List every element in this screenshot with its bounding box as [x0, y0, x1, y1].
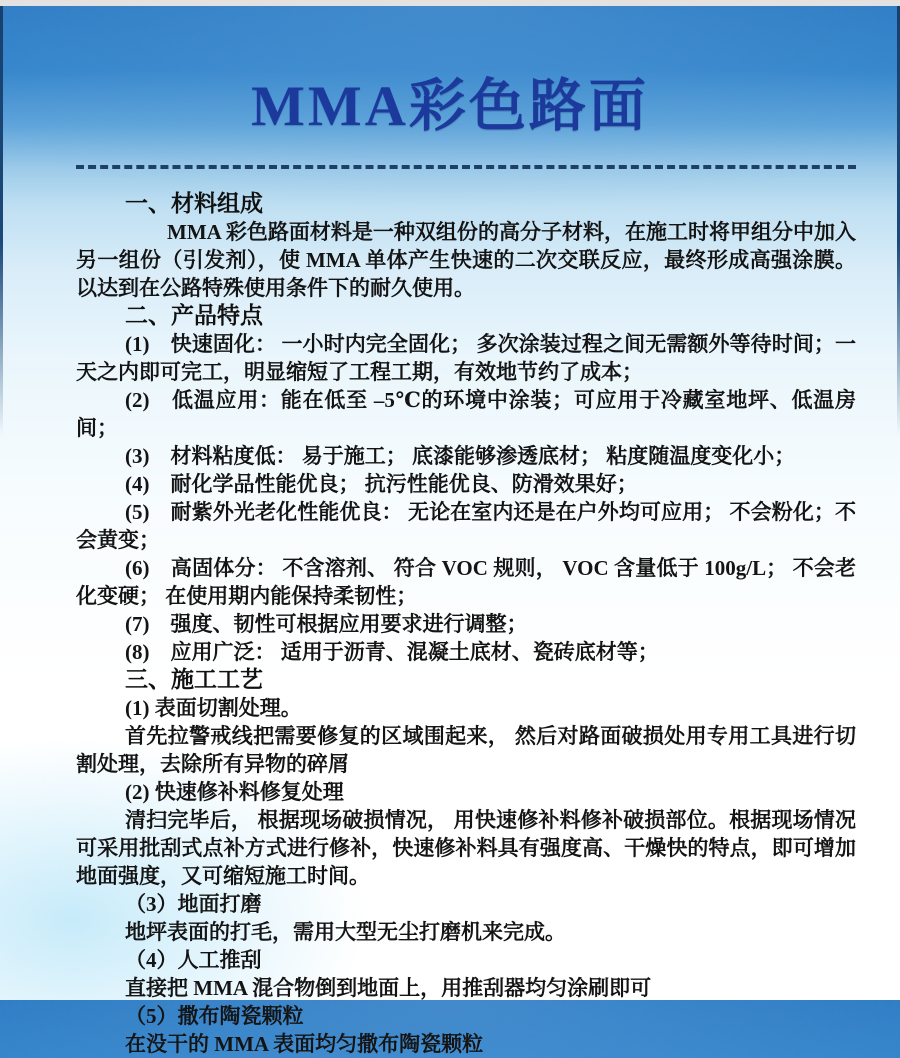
section-heading: 二、产品特点	[125, 303, 263, 328]
process-step-body: 在没干的 MMA 表面均匀撒布陶瓷颗粒	[125, 1032, 484, 1056]
paragraph: MMA 彩色路面材料是一种双组份的高分子材料，在施工时将甲组分中加入另一组份（引发剂），使 MMA 单体产生快速的二次交联反应，最终形成高强涂膜。以达到在公路特殊使用条件下的耐久使用。	[76, 220, 856, 300]
document-body	[0, 190, 900, 1058]
process-step-body: 首先拉警戒线把需要修复的区域围起来， 然后对路面破损处用专用工具进行切割处理，去除所有异物的碎屑	[76, 724, 856, 776]
feature-item: (7) 强度、韧性可根据应用要求进行调整；	[125, 612, 528, 636]
process-step-title: （5）撒布陶瓷颗粒	[125, 1004, 304, 1028]
feature-item: (8) 应用广泛： 适用于沥青、混凝土底材、瓷砖底材等；	[125, 640, 659, 664]
process-step-title: （3）地面打磨	[125, 892, 262, 916]
process-step-title: (1) 表面切割处理。	[125, 696, 302, 720]
process-step-body: 清扫完毕后， 根据现场破损情况， 用快速修补料修补破损部位。根据现场情况可采用批刮式点补方式进行修补，快速修补料具有强度高、干燥快的特点，即可增加地面强度，又可缩短施工时间。	[76, 808, 856, 888]
process-step-body: 地坪表面的打毛，需用大型无尘打磨机来完成。	[125, 920, 566, 944]
section-heading: 三、施工工艺	[125, 667, 263, 692]
section-material-composition	[76, 190, 856, 302]
section-heading: 一、材料组成	[125, 191, 263, 216]
top-edge-strip	[0, 0, 900, 6]
feature-item: (5) 耐紫外光老化性能优良： 无论在室内还是在户外均可应用； 不会粉化；不会黄变；	[76, 500, 856, 552]
dashed-divider	[76, 165, 856, 169]
process-step-title: (2) 快速修补料修复处理	[125, 780, 344, 804]
feature-item: (1) 快速固化： 一小时内完全固化； 多次涂装过程之间无需额外等待时间；一天之内即可完工，明显缩短了工程工期，有效地节约了成本；	[76, 332, 856, 384]
process-step-title: （4）人工推刮	[125, 948, 262, 972]
feature-item: (6) 高固体分： 不含溶剂、 符合 VOC 规则， VOC 含量低于 100g/L； 不会老化变硬； 在使用期内能保持柔韧性；	[76, 556, 856, 608]
page-title: MMA彩色路面	[251, 75, 649, 138]
process-step-body: 直接把 MMA 混合物倒到地面上，用推刮器均匀涂刷即可	[125, 976, 652, 1000]
left-edge-line	[0, 6, 3, 436]
feature-item: (3) 材料粘度低： 易于施工； 底漆能够渗透底材； 粘度随温度变化小；	[125, 444, 796, 468]
section-product-features	[76, 302, 856, 666]
feature-item: (4) 耐化学品性能优良； 抗污性能优良、防滑效果好；	[125, 472, 638, 496]
section-construction-process	[76, 666, 856, 1058]
feature-item: (2) 低温应用：能在低至 –5℃的环境中涂装；可应用于冷藏室地坪、低温房间；	[76, 388, 856, 440]
